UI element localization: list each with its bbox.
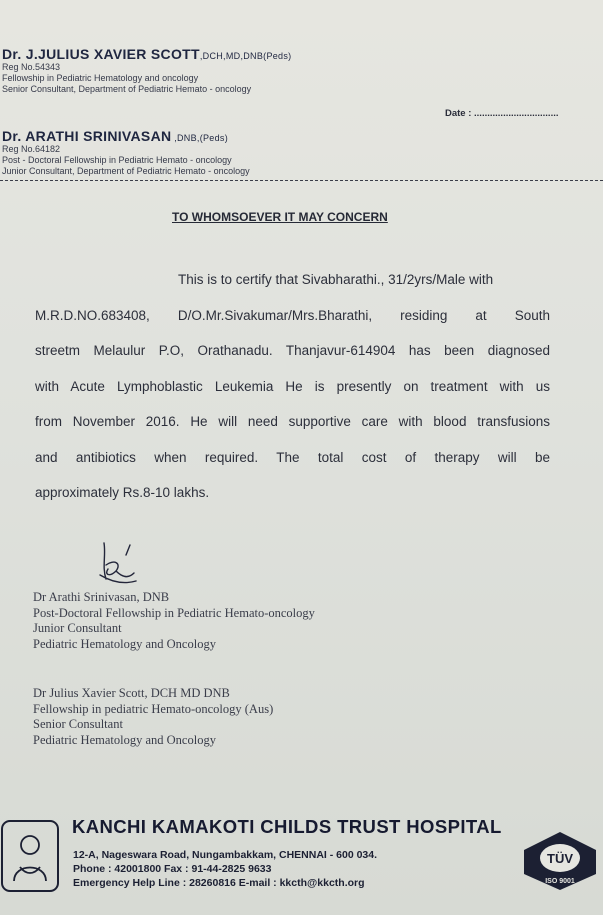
doctor2-header	[2, 128, 250, 177]
body-line: M.R.D.NO.683408, D/O.Mr.Sivakumar/Mrs.Bharathi, residing at South	[35, 307, 550, 323]
iso-text: ISO 9001	[545, 878, 575, 885]
body-line: with Acute Lymphoblastic Leukemia He is presently on treatment with us	[35, 378, 550, 394]
hospital-name: KANCHI KAMAKOTI CHILDS TRUST HOSPITAL	[72, 816, 502, 837]
hospital-emergency: Emergency Help Line : 28260816 E-mail : kkcth@kkcth.org	[73, 877, 365, 889]
doctor2-position: Junior Consultant, Department of Pediatric Hemato - oncology	[2, 166, 250, 176]
signatory1-fellowship: Post-Doctoral Fellowship in Pediatric Hemato-oncology	[33, 605, 315, 620]
doctor1-name: Dr. J.JULIUS XAVIER SCOTT	[2, 46, 200, 62]
hospital-phone: Phone : 42001800 Fax : 91-44-2825 9633	[73, 863, 272, 875]
signatory2-role: Senior Consultant	[33, 717, 123, 731]
header-divider	[0, 180, 603, 181]
doctor1-name-line	[2, 46, 291, 62]
doctor1-quals: ,DCH,MD,DNB(Peds)	[199, 51, 292, 61]
letter-body	[35, 262, 550, 511]
body-line: from November 2016. He will need supportive care with blood transfusions	[35, 414, 550, 429]
signatory1-name: Dr Arathi Srinivasan, DNB	[33, 590, 170, 604]
body-line: streetm Melaulur P.O, Orathanadu. Thanjavur-614904 has been diagnosed	[35, 343, 550, 358]
doctor2-quals: ,DNB,(Peds)	[171, 133, 229, 143]
hospital-address: 12-A, Nageswara Road, Nungambakkam, CHENNAI - 600 034.	[73, 849, 378, 861]
doctor2-name-line	[2, 128, 250, 144]
signatory1-role: Junior Consultant	[33, 621, 122, 635]
signatory2-fellowship: Fellowship in pediatric Hemato-oncology (Aus)	[33, 701, 274, 716]
handwritten-signature	[92, 535, 142, 595]
doctor1-header	[2, 46, 291, 95]
letter-subject: TO WHOMSOEVER IT MAY CONCERN	[172, 210, 388, 224]
doctor2-reg: Reg No.64182	[2, 144, 61, 154]
hospital-logo-icon	[0, 817, 62, 895]
doctor2-name: Dr. ARATHI SRINIVASAN	[2, 128, 172, 144]
body-line: and antibiotics when required. The total cost of therapy will be	[35, 449, 550, 465]
doctor1-reg: Reg No.54343	[2, 62, 61, 72]
tuv-iso-badge-icon	[520, 830, 600, 892]
doctor2-fellowship: Post - Doctoral Fellowship in Pediatric Hemato - oncology	[2, 155, 232, 165]
body-line: approximately Rs.8-10 lakhs.	[35, 485, 210, 500]
tuv-text: TÜV	[547, 851, 573, 866]
body-line: This is to certify that Sivabharathi., 31/2yrs/Male with	[178, 272, 494, 287]
date-field: Date : ................................	[445, 108, 559, 119]
signatory1-block	[33, 590, 315, 652]
doctor1-fellowship: Fellowship in Pediatric Hematology and oncology	[2, 73, 199, 83]
doctor1-position: Senior Consultant, Department of Pediatric Hemato - oncology	[2, 84, 252, 94]
signatory2-block	[33, 686, 273, 748]
hospital-contact	[73, 848, 377, 890]
signatory2-dept: Pediatric Hematology and Oncology	[33, 732, 216, 747]
signatory2-name: Dr Julius Xavier Scott, DCH MD DNB	[33, 686, 230, 700]
signatory1-dept: Pediatric Hematology and Oncology	[33, 636, 216, 651]
